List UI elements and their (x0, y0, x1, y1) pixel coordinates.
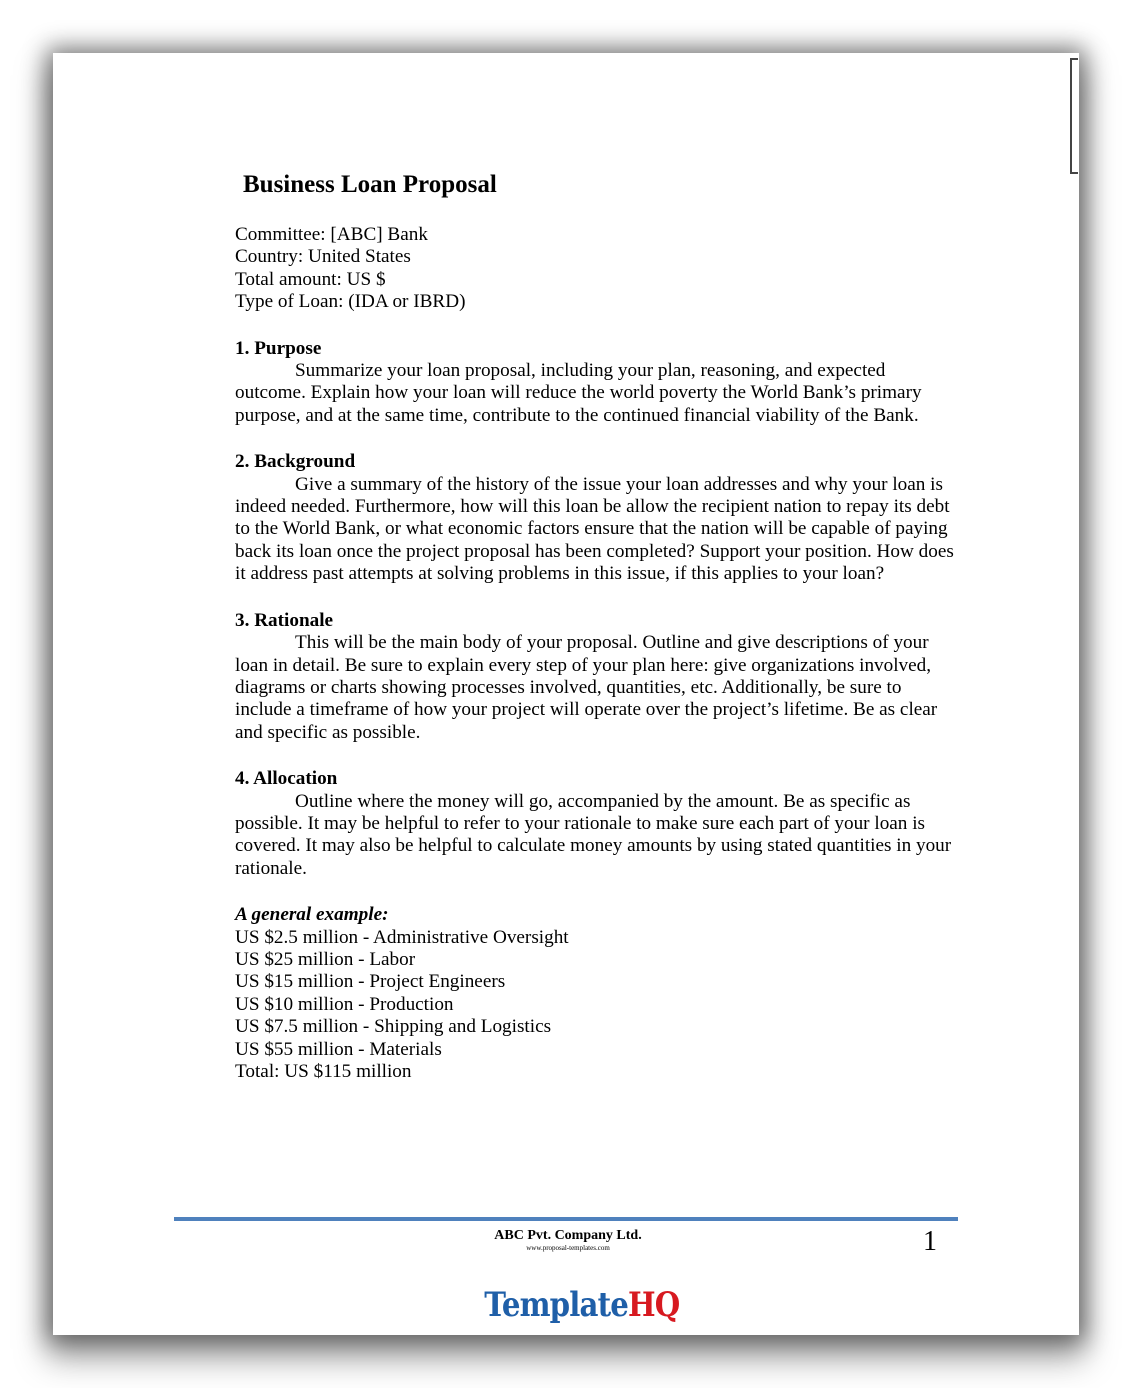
section-heading: 2. Background (235, 451, 356, 473)
allocation-line: US $25 million - Labor (235, 948, 416, 970)
section-text: Summarize your loan proposal, including your plan, reasoning, and expected outcome. Explain how your loan will reduce the world poverty the World Bank’s primary purpose, and at the same time, contribute to the continued financial viability of the Bank. (235, 360, 922, 426)
section-heading: 3. Rationale (235, 609, 334, 631)
allocation-line: US $2.5 million - Administrative Oversight (235, 926, 569, 948)
allocation-line: US $7.5 million - Shipping and Logistics (235, 1016, 552, 1038)
document-body (235, 170, 960, 1083)
allocation-line: US $55 million - Materials (235, 1038, 442, 1060)
meta-country: Country: United States (235, 246, 411, 268)
footer-website: www.proposal-templates.com (526, 1244, 610, 1252)
allocation-line: US $10 million - Production (235, 993, 454, 1015)
section-rationale (235, 610, 960, 744)
meta-loan-type: Type of Loan: (IDA or IBRD) (235, 291, 466, 313)
footer-company-name: ABC Pvt. Company Ltd. (494, 1228, 642, 1243)
logo-text-template: Template (484, 1285, 628, 1325)
section-allocation (235, 768, 960, 880)
allocation-example (235, 904, 960, 1083)
allocation-line: US $15 million - Project Engineers (235, 971, 506, 993)
footer-divider (174, 1217, 958, 1221)
page-number: 1 (923, 1226, 937, 1257)
section-text: Give a summary of the history of the issue your loan addresses and why your loan is indeed needed. Furthermore, how will this loan be allow the recipient nation to repay its debt to the World Bank, or what economic factors ensure that the nation will be capable of paying back its loan once the project proposal has been completed? Support your position. How does it address past attempts at solving problems in this issue, if this applies to your loan? (235, 473, 954, 585)
logo-text-hq: HQ (627, 1285, 680, 1325)
meta-block (235, 224, 960, 314)
section-text: Outline where the money will go, accompanied by the amount. Be as specific as possible. It may be helpful to refer to your rationale to make sure each part of your loan is covered. It may also be helpful to calculate money amounts by using stated quantities in your rationale. (235, 790, 952, 879)
document-title: Business Loan Proposal (243, 171, 497, 198)
page-corner-bracket (1070, 58, 1078, 174)
section-heading: 4. Allocation (235, 768, 338, 790)
meta-total-amount: Total amount: US $ (235, 268, 386, 290)
section-heading: 1. Purpose (235, 337, 322, 359)
allocation-total: Total: US $115 million (235, 1061, 412, 1082)
document-page (53, 53, 1079, 1335)
templatehq-logo (484, 1283, 680, 1327)
section-text: This will be the main body of your proposal. Outline and give descriptions of your loan in detail. Be sure to explain every step of your plan here: give organizations involved, diagrams or charts showing processes involved, quantities, etc. Additionally, be sure to include a timeframe of how your project will operate over the project’s lifetime. Be as clear and specific as possible. (235, 632, 938, 743)
meta-committee: Committee: [ABC] Bank (235, 224, 428, 245)
section-background (235, 451, 960, 585)
example-heading: A general example: (235, 904, 389, 926)
section-purpose (235, 338, 960, 428)
